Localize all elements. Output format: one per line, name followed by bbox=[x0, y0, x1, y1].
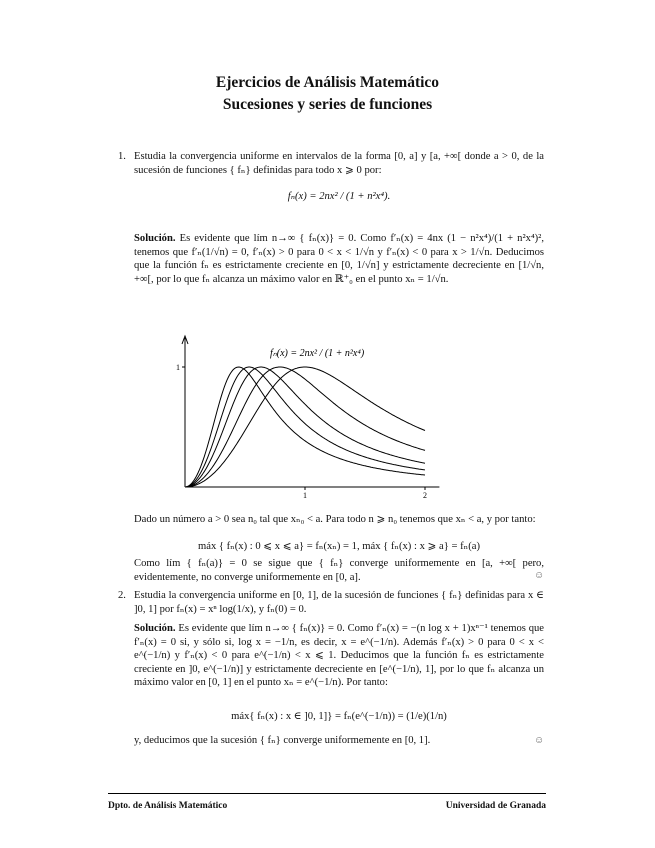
exercise-1-solution bbox=[134, 232, 544, 286]
curve-n-3.5 bbox=[185, 367, 425, 487]
exercise-1-number: 1. bbox=[118, 151, 126, 162]
plot-formula-label: fₙ(x) = 2nx² / (1 + n²x⁴) bbox=[270, 348, 365, 359]
exercise-2-statement: Estudia la convergencia uniforme en [0, 1], de la sucesión de funciones { fₙ} definidas para x ∈ ]0, 1] por fₙ(x) = xⁿ log(1/x), y fₙ(0) = 0. bbox=[134, 590, 544, 615]
exercise-2-max-formula: máx{ fₙ(x) : x ∈ ]0, 1]} = fₙ(e^(−1/n)) = (1/e)(1/n) bbox=[231, 711, 447, 722]
exercise-1-statement: Estudia la convergencia uniforme en intervalos de la forma [0, a] y [a, +∞[ donde a > 0, de la sucesión de funciones { fₙ} definidas para todo x ⩾ 0 por: bbox=[134, 151, 544, 176]
solution-text: Es evidente que lím n→∞ { fₙ(x)} = 0. Como f′ₙ(x) = −(n log x + 1)xⁿ⁻¹ tenemos que f′ₙ(x) = 0 si, y sólo si, log x = −1/n, es decir, x = e^(−1/n). Además f′ₙ(x) > 0 para 0 < x < e^(−1/n) y f′ₙ(x) < 0 para e^(−1/n) < x ⩽ 1. Deducimos que la función fₙ es estrictamente creciente en ]0, e^(−1/n)] y estrictamente decreciente en [e^(−1/n), 1], por lo que fₙ alcanza un máximo valor en [0, 1] en el punto xₙ = e^(−1/n). Por tanto: bbox=[134, 623, 545, 689]
page-title: Ejercicios de Análisis Matemático bbox=[215, 74, 440, 91]
function-plot bbox=[170, 330, 450, 505]
end-of-proof-icon: ☺ bbox=[534, 570, 545, 581]
y-tick-label: 1 bbox=[176, 363, 180, 372]
exercise-2-solution bbox=[134, 622, 544, 690]
exercise-1-formula: fₙ(x) = 2nx² / (1 + n²x⁴). bbox=[287, 191, 391, 202]
solution-text: Es evidente que lím n→∞ { fₙ(x)} = 0. Como f′ₙ(x) = 4nx (1 − n²x⁴)/(1 + n²x⁴)², tenemos que f′ₙ(1/√n) = 0, f′ₙ(x) > 0 para 0 < x < 1/√n y f′ₙ(x) < 0 para x > 1/√n. Deducimos que la función fₙ es estrictamente creciente en [0, 1/√n] y estrictamente decreciente en [1/√n, +∞[, por lo que fₙ alcanza un máximo valor en ℝ⁺₀ en el punto xₙ = 1/√n. bbox=[134, 233, 544, 285]
solution-label: Solución. bbox=[134, 233, 176, 244]
footer-left: Dpto. de Análisis Matemático bbox=[108, 801, 228, 811]
page-subtitle: Sucesiones y series de funciones bbox=[222, 96, 433, 113]
curve-n-1.6 bbox=[185, 367, 425, 487]
footer-rule bbox=[108, 793, 546, 794]
curve-n-1 bbox=[185, 367, 425, 487]
exercise-2-conclusion: y, deducimos que la sucesión { fₙ} converge uniformemente en [0, 1]. bbox=[134, 735, 431, 746]
solution-label: Solución. bbox=[134, 623, 176, 634]
exercise-1-max-formula: máx { fₙ(x) : 0 ⩽ x ⩽ a} = fₙ(xₙ) = 1, máx { fₙ(x) : x ⩾ a} = fₙ(a) bbox=[198, 541, 480, 552]
curve-n-2.5 bbox=[185, 367, 425, 487]
x-tick-label: 1 bbox=[303, 491, 307, 500]
exercise-2-number: 2. bbox=[118, 590, 126, 601]
exercise-1-conclusion: Como lím { fₙ(a)} = 0 se sigue que { fₙ} converge uniformemente en [a, +∞[ pero, evidentemente, no converge uniformemente en [0, a]. bbox=[134, 558, 544, 583]
curve-n-5 bbox=[185, 367, 425, 487]
footer-right: Universidad de Granada bbox=[445, 801, 546, 811]
x-tick-label: 2 bbox=[423, 491, 427, 500]
end-of-proof-icon: ☺ bbox=[534, 735, 545, 746]
exercise-1-solution-cont: Dado un número a > 0 sea n₀ tal que xₙ₀ < a. Para todo n ⩾ n₀ tenemos que xₙ < a, y por tanto: bbox=[134, 514, 536, 525]
